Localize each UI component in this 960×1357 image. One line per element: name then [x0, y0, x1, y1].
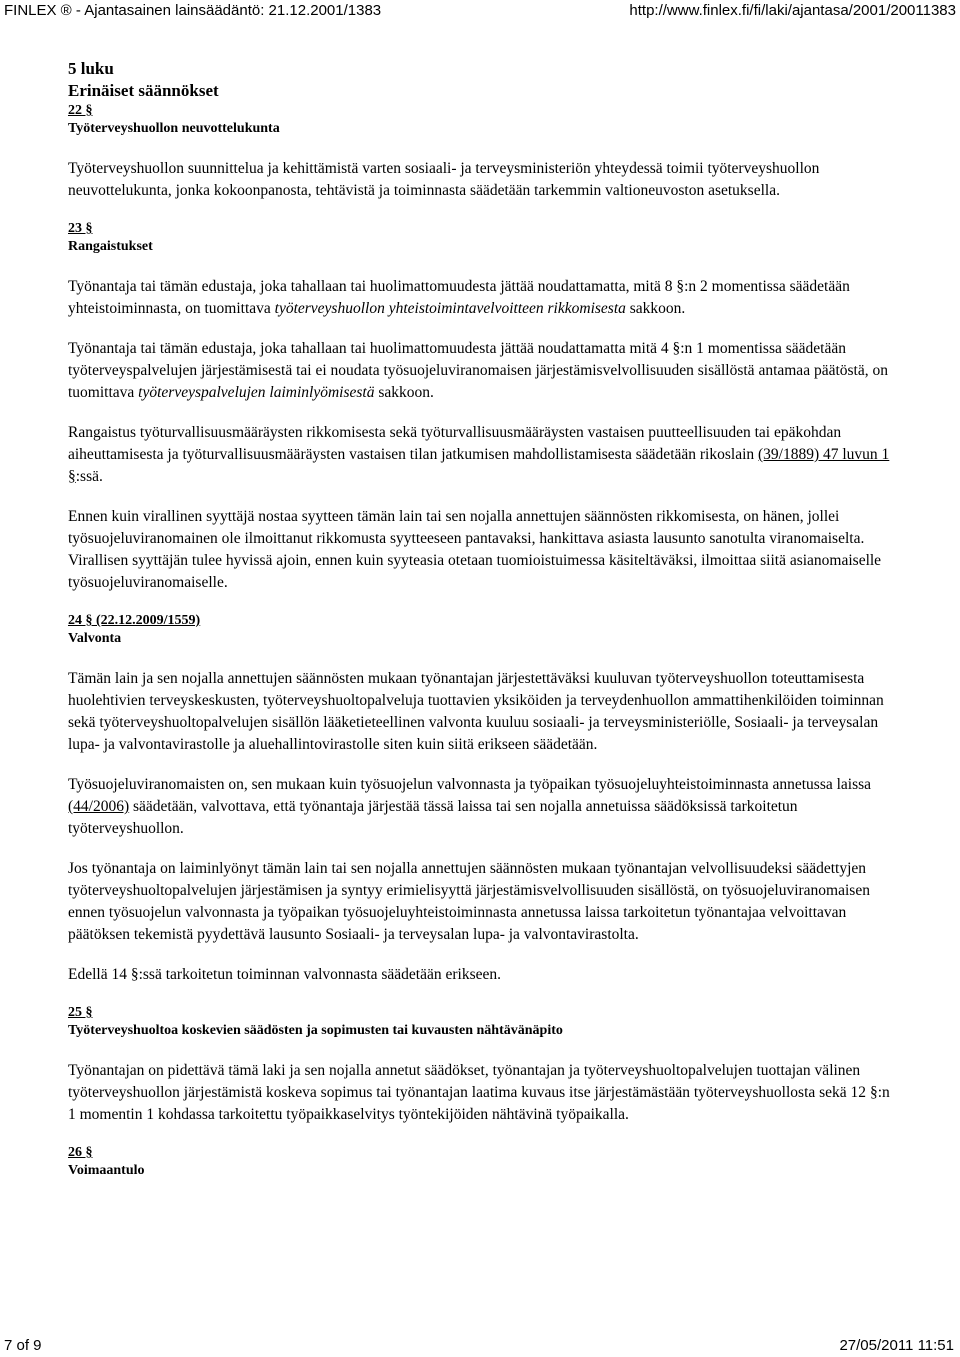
- law-reference-link[interactable]: (44/2006): [68, 798, 130, 815]
- section-23-paragraph-2: [68, 338, 898, 404]
- print-header: [0, 0, 960, 22]
- section-number: 24: [68, 613, 82, 628]
- text: :n 1 momentin 1 kohdassa tarkoitettu työpaikkaselvitys työntekijöiden nähtävinä työpaikalla.: [68, 1084, 890, 1123]
- section-23-title: Rangaistukset: [68, 239, 153, 254]
- section-24-link[interactable]: [68, 612, 898, 630]
- section-symbol: §: [85, 103, 93, 118]
- text: Työsuojeluviranomaisten on, sen mukaan kuin työsuojelun valvonnasta ja työpaikan työsuojeluyhteistoiminnasta annetussa laissa: [68, 776, 872, 793]
- section-symbol: §: [672, 340, 681, 357]
- header-url: http://www.finlex.fi/fi/laki/ajantasa/2001/20011383: [629, 2, 956, 19]
- text: :ssä tarkoitetun toiminnan valvonnasta säädetään erikseen.: [138, 966, 502, 983]
- section-number: 25: [68, 1005, 82, 1020]
- section-25-link[interactable]: [68, 1004, 898, 1022]
- page-counter: 7 of 9: [4, 1337, 42, 1354]
- text: :n 1 momentissa säädetään työterveyspalvelujen järjestämisestä tai ei noudata työsuojeluviranomaisen järjestämisvelvollisuuden sisällöstä antamaa päätöstä, on tuomittava: [68, 340, 888, 401]
- section-number: 22: [68, 103, 82, 118]
- amendment-link[interactable]: (22.12.2009/1559): [96, 613, 201, 628]
- text: sakkoon.: [625, 300, 686, 317]
- section-25-title: Työterveyshuoltoa koskevien säädösten ja sopimusten tai kuvausten nähtävänäpito: [68, 1023, 563, 1038]
- offence-name: työterveyshuollon yhteistoimintavelvoitteen rikkomisesta: [274, 300, 626, 317]
- section-23-link[interactable]: [68, 220, 898, 238]
- header-title: FINLEX ® - Ajantasainen lainsäädäntö: 21.12.2001/1383: [4, 2, 382, 19]
- section-22-paragraph: Työterveyshuollon suunnittelua ja kehittämistä varten sosiaali- ja terveysministeriön yhteydessä toimii työterveyshuollon neuvottelukunta, jonka kokoonpanosta, tehtävistä ja toiminnasta säädetään tarkemmin valtioneuvoston asetuksella.: [68, 160, 820, 199]
- section-symbol: §: [68, 468, 76, 485]
- text: Työnantaja tai tämän edustaja, joka tahallaan tai huolimattomuudesta jättää noudattamatta, mitä 8: [68, 278, 677, 295]
- text: Työnantaja tai tämän edustaja, joka tahallaan tai huolimattomuudesta jättää noudattamatta mitä 4: [68, 340, 673, 357]
- section-symbol: §: [85, 1005, 93, 1020]
- print-footer: [0, 1337, 960, 1357]
- section-23-paragraph-3: [68, 422, 898, 488]
- document-body: [68, 58, 898, 1200]
- section-symbol: §: [676, 278, 685, 295]
- section-symbol: §: [85, 1145, 93, 1160]
- section-number: 26: [68, 1145, 82, 1160]
- section-symbol: §: [85, 221, 93, 236]
- print-datetime: 27/05/2011 11:51: [839, 1337, 954, 1354]
- section-number: 23: [68, 221, 82, 236]
- section-23-paragraph-1: [68, 276, 898, 320]
- section-symbol: §: [85, 613, 93, 628]
- section-23-paragraph-4: Ennen kuin virallinen syyttäjä nostaa syytteen tämän lain tai sen nojalla annettujen säännösten rikkomisesta, on hänen, jollei työsuojeluviranomainen ole ilmoittanut rikkomusta syytteeseen pantavaksi, hankittava asiasta lausunto sanotulta viranomaiselta. Virallisen syyttäjän tulee hyvissä ajoin, ennen kuin syyteasia otetaan tuomioistuimessa käsiteltäväksi, ilmoittaa siitä asianomaiselle työsuojeluviranomaiselle.: [68, 508, 882, 591]
- text: Edellä 14: [68, 966, 131, 983]
- section-24-paragraph-4: [68, 964, 898, 986]
- text: Rangaistus työturvallisuusmääräysten rikkomisesta sekä työturvallisuusmääräysten vastaisen puutteellisuuden tai epäkohdan aiheuttamisesta ja työturvallisuusmääräysten vastaisen tilan jatkumisen mahdollistamisesta säädetään rikoslain: [68, 424, 842, 463]
- text: :ssä.: [75, 468, 103, 485]
- section-symbol: §: [869, 1084, 878, 1101]
- chapter-title: Erinäiset säännökset: [68, 81, 219, 100]
- section-symbol: §: [130, 966, 139, 983]
- section-25-paragraph-1: [68, 1060, 898, 1126]
- section-26-title: Voimaantulo: [68, 1163, 145, 1178]
- text: säädetään, valvottava, että työnantaja järjestää tässä laissa tai sen nojalla annetuissa säädöksissä tarkoitetun työterveyshuollon.: [68, 798, 798, 837]
- text: sakkoon.: [374, 384, 434, 401]
- text: Työnantajan on pidettävä tämä laki ja sen nojalla annetut säädökset, työnantajan ja työterveyshuoltopalvelujen tuottajan välinen työterveyshuollon järjestämistä koskeva sopimus tai työnantajan laatima kuvaus itse järjestämästään työterveyshuollosta sekä 12: [68, 1062, 870, 1101]
- section-26-link[interactable]: [68, 1144, 898, 1162]
- section-24-title: Valvonta: [68, 631, 122, 646]
- text: :n 2 momentissa säädetään yhteistoiminnasta, on tuomittava: [68, 278, 850, 317]
- section-24-paragraph-2: [68, 774, 898, 840]
- section-24-paragraph-3: Jos työnantaja on laiminlyönyt tämän lain tai sen nojalla annettujen säännösten mukaan työnantajan velvollisuudeksi säädettyjen työterveyshuoltopalvelujen järjestämisen ja syntyy erimielisyyttä järjestämisvelvollisuuden sisällöstä, on työsuojeluviranomaisen ennen työsuojelun valvonnasta ja työpaikan työsuojeluyhteistoiminnasta annetussa laissa tarkoitetun työnantajaa velvoittavan päätöksen tekemistä pyydettävä lausunto Sosiaali- ja terveysalan lupa- ja valvontavirastolta.: [68, 860, 870, 943]
- section-22-link[interactable]: [68, 102, 898, 120]
- offence-name: työterveyspalvelujen laiminlyömisestä: [138, 384, 375, 401]
- link-text: (39/1889) 47 luvun 1: [758, 446, 890, 463]
- section-24-paragraph-1: Tämän lain ja sen nojalla annettujen säännösten mukaan työnantajan järjestettäväksi kuuluvan työterveyshuollon toteuttamisesta huolehtivien terveyskeskusten, työterveyshuoltopalveluja tuottavien yksiköiden ja terveydenhuollon ammattihenkilöiden toiminnan sekä työterveyshuoltopalvelujen sisällön lääketieteellinen valvonta kuuluu sosiaali- ja terveysministeriölle, Sosiaali- ja terveysalan lupa- ja valvontavirastolle ja aluehallintovirastolle siten kuin siitä erikseen säädetään.: [68, 670, 884, 753]
- chapter-number: 5 luku: [68, 59, 114, 78]
- section-22-title: Työterveyshuollon neuvottelukunta: [68, 121, 280, 136]
